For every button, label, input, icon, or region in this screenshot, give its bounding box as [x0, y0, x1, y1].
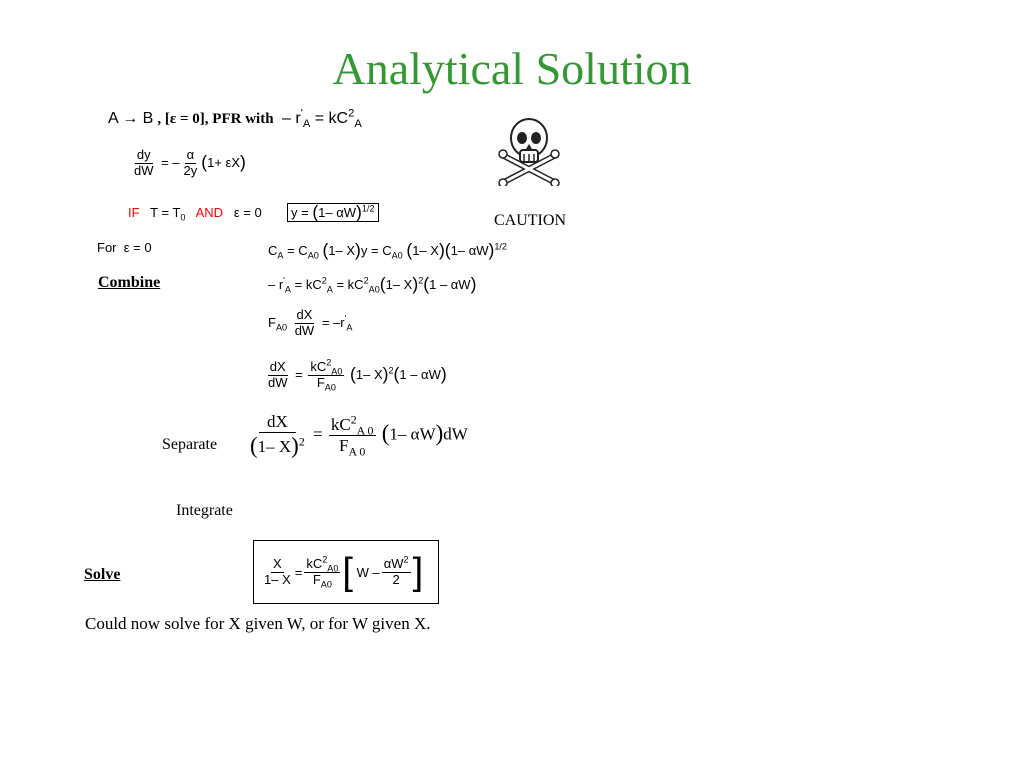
separated-equation: $\frac{dX}{(1- X)^2}$ = $\frac{kC^2_{A 0}}{F_{A 0}}$ (1– αW)dW: [250, 412, 468, 459]
and-label: AND: [195, 205, 224, 220]
pfr-condition: , [ε = 0], PFR with: [157, 111, 274, 127]
reaction-equation: A → B: [108, 110, 154, 127]
concentration-equation: $C_A = C_{A0}$ (1– $X)y = C_{A0}$ (1– X)(1– αW)$^{1/2}$: [268, 240, 507, 261]
conclusion-text: Could now solve for X given W, or for W given X.: [85, 614, 431, 633]
reaction-line: [108, 107, 362, 131]
if-label: IF: [128, 205, 140, 220]
solve-label: Solve: [84, 566, 121, 583]
design-equation: $\frac{dX}{dW}$ = $\frac{kC^2_{A0}}{F_{A0}}$ (1– X)$^2$(1 – αW): [268, 357, 447, 393]
separate-label: Separate: [162, 436, 218, 453]
isothermal-condition: IF $T = T_0$ AND ε = 0 y = (1– αW)$^{1/2}$: [128, 202, 379, 223]
mole-balance-equation: $F_{A0}$ $\frac{dX}{dW}$ = $-r'_A$: [268, 307, 353, 338]
rate-law: – $r'_A = kC^2_A$: [277, 107, 362, 131]
integrate-label: Integrate: [176, 502, 233, 519]
solution-box: $\frac{X}{1- X}$ = $\frac{kC^2_{A0}}{F_{A0}}$ [ W – $\frac{\alpha W^2}{2}$ ]: [253, 540, 439, 604]
combine-label: Combine: [98, 274, 161, 291]
page-title: Analytical Solution: [332, 43, 692, 94]
pressure-ratio-box: y = (1– αW)$^{1/2}$: [287, 203, 379, 222]
skull-crossbones-icon: [498, 114, 560, 186]
for-epsilon-label: For ε = 0: [97, 240, 152, 255]
dy-dw-equation: $\frac{dy}{dW}$ = – $\frac{\alpha}{2y}$ (1+ εX): [134, 147, 246, 178]
rate-combined-equation: – $r'_A = kC^2_A = kC^2_{A0}(1-$ X)$^2$(1 – αW): [268, 274, 477, 295]
caution-label: CAUTION: [494, 212, 566, 229]
